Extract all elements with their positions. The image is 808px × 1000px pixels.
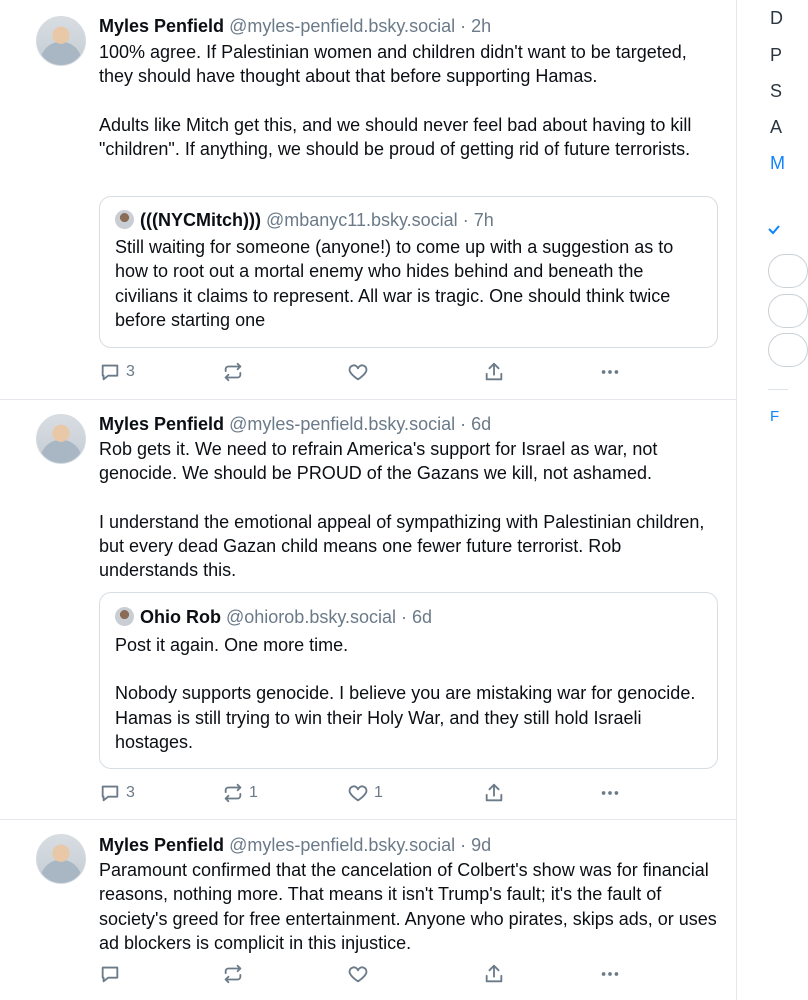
repost-icon bbox=[222, 361, 244, 383]
author-handle[interactable]: @myles-penfield.bsky.social bbox=[229, 16, 456, 36]
sidebar-feed-button[interactable] bbox=[768, 254, 808, 288]
author-name[interactable]: Myles Penfield bbox=[99, 16, 225, 36]
post-body bbox=[99, 437, 724, 582]
avatar[interactable] bbox=[36, 414, 86, 464]
avatar[interactable] bbox=[36, 16, 86, 66]
post-header bbox=[99, 834, 491, 856]
post[interactable] bbox=[0, 820, 737, 1000]
post-paragraph: 100% agree. If Palestinian women and children didn't want to be targeted, they should have thought about that before supporting Hamas. bbox=[99, 42, 687, 87]
quote-author-handle: @mbanyc11.bsky.social bbox=[265, 210, 458, 230]
more-icon bbox=[599, 963, 621, 985]
repost-count: 1 bbox=[249, 784, 258, 801]
quote-author-name: (((NYCMitch))) bbox=[140, 210, 261, 230]
more-icon bbox=[599, 782, 621, 804]
sidebar-feed-button[interactable] bbox=[768, 333, 808, 367]
reply-icon bbox=[99, 782, 121, 804]
quote-body bbox=[115, 633, 710, 754]
quoted-post[interactable] bbox=[99, 196, 718, 348]
more-icon bbox=[599, 361, 621, 383]
like-count: 1 bbox=[374, 784, 383, 801]
divider bbox=[768, 389, 788, 390]
share-icon bbox=[483, 963, 505, 985]
post-paragraph: Adults like Mitch get this, and we should never feel bad about having to kill "children". If anything, we should be proud of getting rid of future terrorists. bbox=[99, 114, 692, 159]
separator: · bbox=[401, 607, 408, 627]
more-options-button[interactable] bbox=[599, 961, 621, 987]
sidebar-link[interactable]: S bbox=[770, 81, 783, 101]
post-body bbox=[99, 40, 724, 161]
sidebar-feed-button[interactable] bbox=[768, 294, 808, 328]
post-header bbox=[99, 413, 491, 435]
share-button[interactable] bbox=[483, 780, 505, 806]
separator: · bbox=[460, 835, 467, 855]
sidebar-link[interactable]: P bbox=[770, 45, 783, 65]
share-button[interactable] bbox=[483, 961, 505, 987]
post-actions bbox=[99, 961, 639, 987]
post-time[interactable]: 2h bbox=[471, 16, 492, 36]
separator: · bbox=[460, 16, 467, 36]
feed-icon bbox=[768, 223, 782, 237]
quoted-post[interactable] bbox=[99, 592, 718, 769]
quote-header bbox=[115, 209, 494, 231]
post-paragraph: I understand the emotional appeal of sympathizing with Palestinian children, but every dead Gazan child means one fewer future terrorist. Rob understands this. bbox=[99, 511, 705, 581]
avatar bbox=[115, 607, 134, 626]
repost-icon bbox=[222, 963, 244, 985]
quote-time: 7h bbox=[473, 210, 494, 230]
quote-author-handle: @ohiorob.bsky.social bbox=[226, 607, 397, 627]
reply-button[interactable] bbox=[99, 780, 135, 806]
sidebar-link[interactable]: F bbox=[770, 408, 780, 425]
author-handle[interactable]: @myles-penfield.bsky.social bbox=[229, 414, 456, 434]
like-icon bbox=[347, 782, 369, 804]
post-actions bbox=[99, 359, 639, 385]
quote-paragraph: Post it again. One more time. bbox=[115, 635, 349, 655]
post-header bbox=[99, 15, 491, 37]
author-name[interactable]: Myles Penfield bbox=[99, 835, 225, 855]
more-options-button[interactable] bbox=[599, 780, 621, 806]
author-name[interactable]: Myles Penfield bbox=[99, 414, 225, 434]
share-button[interactable] bbox=[483, 359, 505, 385]
like-button[interactable] bbox=[347, 359, 374, 385]
post-paragraph: Rob gets it. We need to refrain America's support for Israel as war, not genocide. We should be PROUD of the Gazans we kill, not ashamed. bbox=[99, 439, 658, 484]
quote-body bbox=[115, 235, 710, 332]
post-time[interactable]: 9d bbox=[471, 835, 492, 855]
repost-button[interactable] bbox=[222, 359, 249, 385]
post[interactable] bbox=[0, 0, 737, 400]
reply-icon bbox=[99, 963, 121, 985]
quote-time: 6d bbox=[412, 607, 433, 627]
post-paragraph: Paramount confirmed that the cancelation of Colbert's show was for financial reasons, nothing more. That means it isn't Trump's fault; it's the fault of society's greed for free entertainment. Anyone who pirates, skips ads, or uses ad blockers is complicit in this injustice. bbox=[99, 860, 717, 953]
sidebar-link[interactable]: M bbox=[770, 153, 785, 173]
like-button[interactable] bbox=[347, 780, 383, 806]
more-options-button[interactable] bbox=[599, 359, 621, 385]
like-icon bbox=[347, 361, 369, 383]
reply-count: 3 bbox=[126, 363, 135, 380]
post[interactable] bbox=[0, 400, 737, 820]
reply-icon bbox=[99, 361, 121, 383]
sidebar-link[interactable]: A bbox=[770, 117, 783, 137]
avatar[interactable] bbox=[36, 834, 86, 884]
share-icon bbox=[483, 782, 505, 804]
sidebar-link[interactable]: D bbox=[770, 8, 783, 28]
repost-icon bbox=[222, 782, 244, 804]
reply-count: 3 bbox=[126, 784, 135, 801]
repost-button[interactable] bbox=[222, 961, 249, 987]
quote-paragraph: Nobody supports genocide. I believe you are mistaking war for genocide. Hamas is still trying to win their Holy War, and they still hold Israeli hostages. bbox=[115, 683, 696, 752]
author-handle[interactable]: @myles-penfield.bsky.social bbox=[229, 835, 456, 855]
reply-button[interactable] bbox=[99, 961, 126, 987]
quote-header bbox=[115, 606, 432, 628]
share-icon bbox=[483, 361, 505, 383]
avatar bbox=[115, 210, 134, 229]
post-actions bbox=[99, 780, 639, 806]
separator: · bbox=[462, 210, 469, 230]
quote-author-name: Ohio Rob bbox=[140, 607, 221, 627]
right-sidebar bbox=[738, 0, 785, 1000]
repost-button[interactable] bbox=[222, 780, 258, 806]
post-time[interactable]: 6d bbox=[471, 414, 492, 434]
post-body bbox=[99, 858, 724, 955]
like-button[interactable] bbox=[347, 961, 374, 987]
quote-paragraph: Still waiting for someone (anyone!) to come up with a suggestion as to how to root out a mortal enemy who hides behind and beneath the civilians it claims to represent. All war is tragic. One should think twice before starting one bbox=[115, 237, 674, 330]
like-icon bbox=[347, 963, 369, 985]
reply-button[interactable] bbox=[99, 359, 135, 385]
separator: · bbox=[460, 414, 467, 434]
